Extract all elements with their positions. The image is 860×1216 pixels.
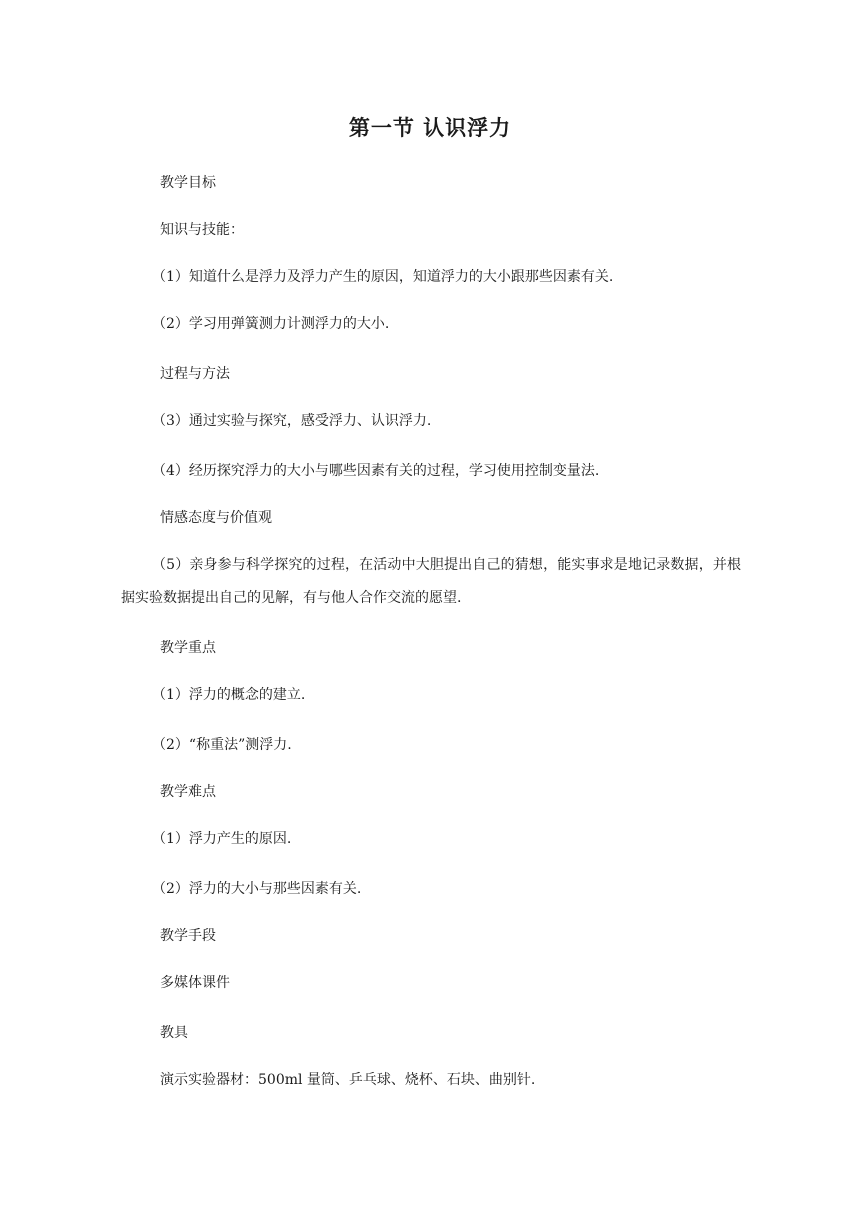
key-point-item-2: （2）“称重法”测浮力. (152, 737, 292, 753)
page-title: 第一节 认识浮力 (348, 116, 512, 140)
subheading-attitudes-values: 情感态度与价值观 (160, 510, 272, 526)
subheading-knowledge-skills: 知识与技能： (160, 222, 244, 238)
teaching-aids-text: 演示实验器材：500ml 量筒、乒乓球、烧杯、石块、曲别针. (160, 1072, 536, 1088)
section-heading-difficulties: 教学难点 (160, 784, 216, 800)
objective-item-3: （3）通过实验与探究，感受浮力、认识浮力. (152, 413, 432, 429)
section-heading-teaching-aids: 教具 (160, 1025, 188, 1041)
section-heading-teaching-means: 教学手段 (160, 928, 216, 944)
objective-item-1: （1）知道什么是浮力及浮力产生的原因，知道浮力的大小跟那些因素有关. (152, 269, 614, 285)
difficulty-item-1: （1）浮力产生的原因. (152, 831, 292, 847)
objective-item-2: （2）学习用弹簧测力计测浮力的大小. (152, 316, 390, 332)
key-point-item-1: （1）浮力的概念的建立. (152, 687, 306, 703)
objective-item-4: （4）经历探究浮力的大小与哪些因素有关的过程，学习使用控制变量法. (152, 463, 600, 479)
objective-item-5-paragraph: （5）亲身参与科学探究的过程，在活动中大胆提出自己的猜想，能实事求是地记录数据，并根据实验数据提出自己的见解，有与他人合作交流的愿望. (121, 557, 741, 606)
section-heading-key-points: 教学重点 (160, 640, 216, 656)
difficulty-item-2: （2）浮力的大小与那些因素有关. (152, 881, 362, 897)
subheading-process-methods: 过程与方法 (160, 366, 230, 382)
teaching-means-text: 多媒体课件 (160, 975, 230, 991)
section-heading-objectives: 教学目标 (160, 175, 216, 191)
